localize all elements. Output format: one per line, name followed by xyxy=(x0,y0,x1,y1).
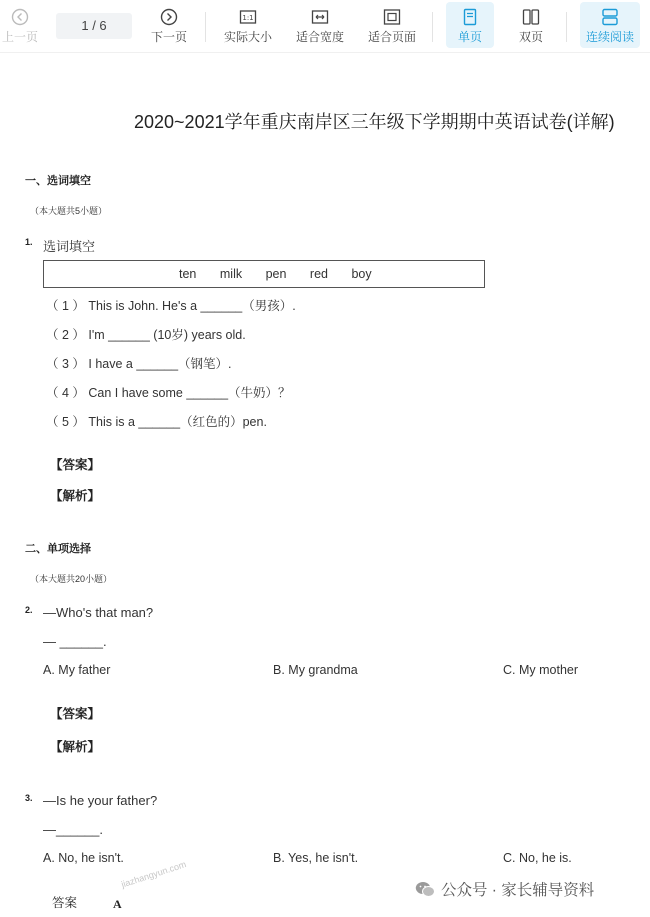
section-title: 二、单项选择 xyxy=(25,543,91,555)
option-a: A. My father xyxy=(43,663,111,677)
fit-width-button[interactable] xyxy=(292,0,348,52)
section-title: 一、选词填空 xyxy=(25,175,91,187)
option-c: C. No, he is. xyxy=(503,851,572,865)
single-page-label: 单页 xyxy=(457,30,482,44)
actual-size-button[interactable] xyxy=(220,0,276,52)
svg-text:1:1: 1:1 xyxy=(242,14,254,22)
word-bank-box xyxy=(43,260,485,288)
answer-value: A xyxy=(113,897,122,911)
fit-width-label: 适合宽度 xyxy=(295,30,344,44)
question-number: 3. xyxy=(25,793,33,803)
prev-page-label: 上一页 xyxy=(1,30,38,44)
fit-page-label: 适合页面 xyxy=(367,30,416,44)
continuous-reading-label: 连续阅读 xyxy=(585,30,634,44)
toolbar xyxy=(0,0,650,53)
analysis-label: 【解析】 xyxy=(50,740,101,754)
option-c: C. My mother xyxy=(503,663,579,677)
answer-blank: — ______. xyxy=(43,634,107,649)
page-total: / 6 xyxy=(92,18,107,33)
double-page-icon xyxy=(522,8,540,26)
prev-page-button[interactable] xyxy=(0,0,40,52)
option-b: B. My grandma xyxy=(273,663,358,677)
next-page-button[interactable] xyxy=(146,0,192,52)
question-number: 1. xyxy=(25,237,33,247)
toolbar-divider xyxy=(205,12,206,42)
answer-label: 【答案】 xyxy=(50,458,101,472)
page-indicator[interactable] xyxy=(56,13,132,39)
word-bank-item: red xyxy=(309,267,328,281)
double-page-button[interactable] xyxy=(508,0,554,52)
sub-question: （ 4 ） Can I have some ______（牛奶）？ xyxy=(46,386,291,400)
answer-label: 【答案】 xyxy=(50,707,101,721)
option-b: B. Yes, he isn't. xyxy=(273,851,359,865)
fit-page-icon xyxy=(383,8,401,26)
section-note: （本大题共20小题） xyxy=(30,574,113,584)
sub-question: （ 5 ） This is a ______（红色的）pen. xyxy=(46,415,267,429)
sub-question: （ 3 ） I have a ______（钢笔）. xyxy=(46,357,232,371)
question-text: —Is he your father? xyxy=(43,793,158,808)
chevron-left-circle-icon xyxy=(11,8,29,26)
wechat-watermark xyxy=(415,878,594,900)
actual-size-label: 实际大小 xyxy=(223,30,272,44)
sub-question: （ 2 ） I'm ______ (10岁) years old. xyxy=(46,328,246,342)
wechat-watermark-text: 公众号 · 家长辅导资料 xyxy=(441,882,595,899)
site-watermark: jiazhangyun.com xyxy=(120,859,188,890)
section-note: （本大题共5小题） xyxy=(30,206,108,216)
sub-question: （ 1 ） This is John. He's a ______（男孩）. xyxy=(46,299,296,313)
page-current-input[interactable]: 1 xyxy=(81,18,89,33)
word-bank-item: milk xyxy=(219,267,243,281)
chevron-right-circle-icon xyxy=(160,8,178,26)
continuous-reading-icon xyxy=(601,8,619,26)
option-a: A. No, he isn't. xyxy=(43,851,124,865)
word-bank-item: ten xyxy=(179,267,197,281)
question-number: 2. xyxy=(25,605,33,615)
double-page-label: 双页 xyxy=(518,30,543,44)
analysis-label: 【解析】 xyxy=(50,489,101,503)
actual-size-icon xyxy=(239,8,257,26)
wechat-icon xyxy=(415,881,435,898)
fit-page-button[interactable] xyxy=(364,0,420,52)
next-page-label: 下一页 xyxy=(150,30,187,44)
toolbar-divider xyxy=(566,12,567,42)
single-page-button[interactable] xyxy=(446,2,494,48)
word-bank xyxy=(179,267,392,281)
document-title: 2020~2021学年重庆南岸区三年级下学期期中英语试卷(详解) xyxy=(134,112,615,132)
toolbar-divider xyxy=(432,12,433,42)
answer-blank: —______. xyxy=(43,822,103,837)
answer-label: 答案 xyxy=(52,896,78,910)
question-text: —Who's that man? xyxy=(43,605,154,620)
question-text: 选词填空 xyxy=(43,239,96,254)
word-bank-item: boy xyxy=(351,267,372,281)
word-bank-item: pen xyxy=(265,267,287,281)
continuous-reading-button[interactable] xyxy=(580,2,640,48)
single-page-icon xyxy=(461,8,479,26)
fit-width-icon xyxy=(311,8,329,26)
